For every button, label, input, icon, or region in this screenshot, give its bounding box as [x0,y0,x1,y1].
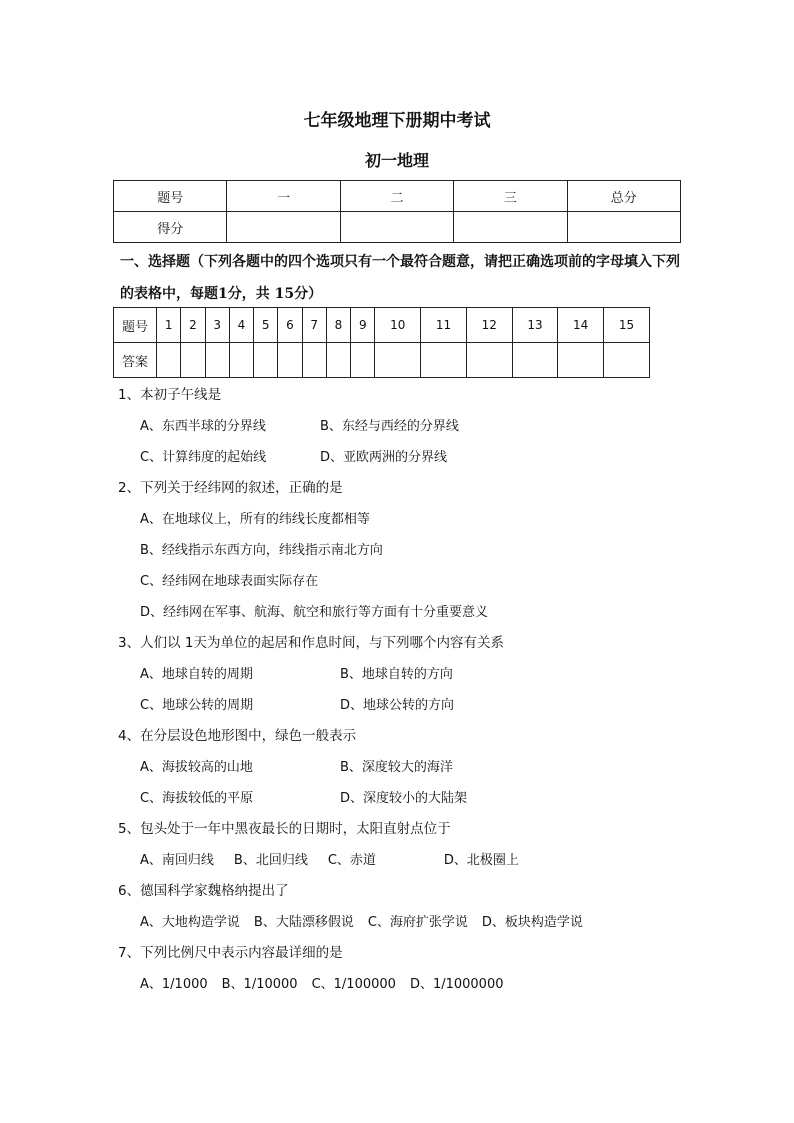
answer-option[interactable]: B、北回归线 [233,853,308,868]
answer-option[interactable]: A、1/1000 [140,977,208,992]
score-cell[interactable] [454,212,567,243]
answer-cell[interactable] [157,343,181,378]
answer-number-cell: 7 [302,308,326,343]
answer-row-label: 答案 [114,343,157,378]
score-header-cell: 题号 [114,181,227,212]
question-stem: 7、下列比例尺中表示内容最详细的是 [118,945,343,961]
answer-cell[interactable] [421,343,467,378]
answer-row-label: 题号 [114,308,157,343]
answer-number-cell: 8 [326,308,350,343]
answer-number-cell: 14 [558,308,604,343]
answer-option[interactable]: B、地球自转的方向 [340,667,453,682]
answer-cell[interactable] [466,343,512,378]
answer-number-cell: 2 [181,308,205,343]
option-row [118,783,718,814]
answer-option[interactable]: B、东经与西经的分界线 [320,419,459,434]
option-row [118,411,718,442]
answer-option[interactable]: A、在地球仪上，所有的纬线长度都相等 [140,512,370,527]
answer-option[interactable]: C、地球公转的周期 [140,698,254,713]
answer-option[interactable]: A、东西半球的分界线 [140,419,266,434]
answer-cell[interactable] [302,343,326,378]
answer-cell[interactable] [181,343,205,378]
question-stem: 1、本初子午线是 [118,387,222,403]
answer-cell[interactable] [558,343,604,378]
question-stem: 6、德国科学家魏格纳提出了 [118,883,289,899]
answer-option[interactable]: D、地球公转的方向 [340,698,455,713]
answer-option[interactable]: D、经纬网在军事、航海、航空和旅行等方面有十分重要意义 [140,605,489,620]
score-header-cell: 三 [454,181,567,212]
answer-cell[interactable] [375,343,421,378]
answer-option[interactable]: C、1/100000 [311,977,396,992]
score-header-cell: 二 [340,181,453,212]
answer-number-cell: 3 [205,308,229,343]
option-row [118,752,718,783]
answer-number-row [114,308,650,343]
answer-cell[interactable] [604,343,650,378]
option-row [118,535,718,566]
option-row [118,659,718,690]
answer-number-cell: 6 [278,308,302,343]
exam-subtitle: 初一地理 [364,151,429,170]
answer-option[interactable]: B、1/10000 [221,977,298,992]
answer-option[interactable]: A、海拔较高的山地 [140,760,253,775]
score-header-cell: 总分 [567,181,680,212]
answer-option[interactable]: B、大陆漂移假说 [253,915,354,930]
answer-cell[interactable] [254,343,278,378]
answer-option[interactable]: A、地球自转的周期 [140,667,253,682]
answer-option[interactable]: D、1/1000000 [409,977,504,992]
answer-number-cell: 11 [421,308,467,343]
score-cell[interactable] [227,212,340,243]
answer-answer-row [114,343,650,378]
answer-option[interactable]: D、北极圈上 [443,853,519,868]
answer-option[interactable]: C、赤道 [327,853,376,868]
answer-number-cell: 15 [604,308,650,343]
answer-cell[interactable] [278,343,302,378]
answer-number-cell: 12 [466,308,512,343]
option-row [118,566,718,597]
score-cell[interactable] [567,212,680,243]
option-row [118,845,718,876]
option-row [118,442,718,473]
score-row-label: 得分 [114,212,227,243]
answer-number-cell: 9 [351,308,375,343]
option-row [118,907,718,938]
answer-number-cell: 10 [375,308,421,343]
answer-number-cell: 1 [157,308,181,343]
question-stem: 5、包头处于一年中黑夜最长的日期时，太阳直射点位于 [118,821,451,837]
option-row [118,504,718,535]
question-stem: 2、下列关于经纬网的叙述，正确的是 [118,480,343,496]
answer-option[interactable]: D、亚欧两洲的分界线 [320,450,448,465]
answer-option[interactable]: D、板块构造学说 [481,915,583,930]
answer-cell[interactable] [351,343,375,378]
score-table-header-row [114,181,681,212]
answer-number-cell: 4 [229,308,253,343]
question-list [118,380,718,1000]
answer-option[interactable]: C、海府扩张学说 [367,915,468,930]
question-stem: 3、人们以 1天为单位的起居和作息时间，与下列哪个内容有关系 [118,635,504,651]
answer-table [113,307,650,378]
answer-cell[interactable] [326,343,350,378]
option-row [118,969,718,1000]
answer-option[interactable]: A、南回归线 [140,853,214,868]
answer-option[interactable]: A、大地构造学说 [140,915,240,930]
score-cell[interactable] [340,212,453,243]
answer-option[interactable]: C、计算纬度的起始线 [140,450,267,465]
answer-option[interactable]: C、经纬网在地球表面实际存在 [140,574,319,589]
score-table-score-row [114,212,681,243]
answer-cell[interactable] [205,343,229,378]
score-table [113,180,681,243]
exam-title: 七年级地理下册期中考试 [303,111,491,131]
answer-option[interactable]: C、海拔较低的平原 [140,791,254,806]
option-row [118,597,718,628]
answer-option[interactable]: D、深度较小的大陆架 [340,791,468,806]
score-header-cell: 一 [227,181,340,212]
question-stem: 4、在分层设色地形图中，绿色一般表示 [118,728,357,744]
answer-cell[interactable] [512,343,558,378]
answer-option[interactable]: B、深度较大的海洋 [340,760,453,775]
answer-number-cell: 13 [512,308,558,343]
option-row [118,690,718,721]
section-heading: 一、选择题（下列各题中的四个选项只有一个最符合题意，请把正确选项前的字母填入下列的表格中，每题1分，共 15分） [120,254,680,302]
answer-option[interactable]: B、经线指示东西方向，纬线指示南北方向 [140,543,383,558]
answer-number-cell: 5 [254,308,278,343]
answer-cell[interactable] [229,343,253,378]
